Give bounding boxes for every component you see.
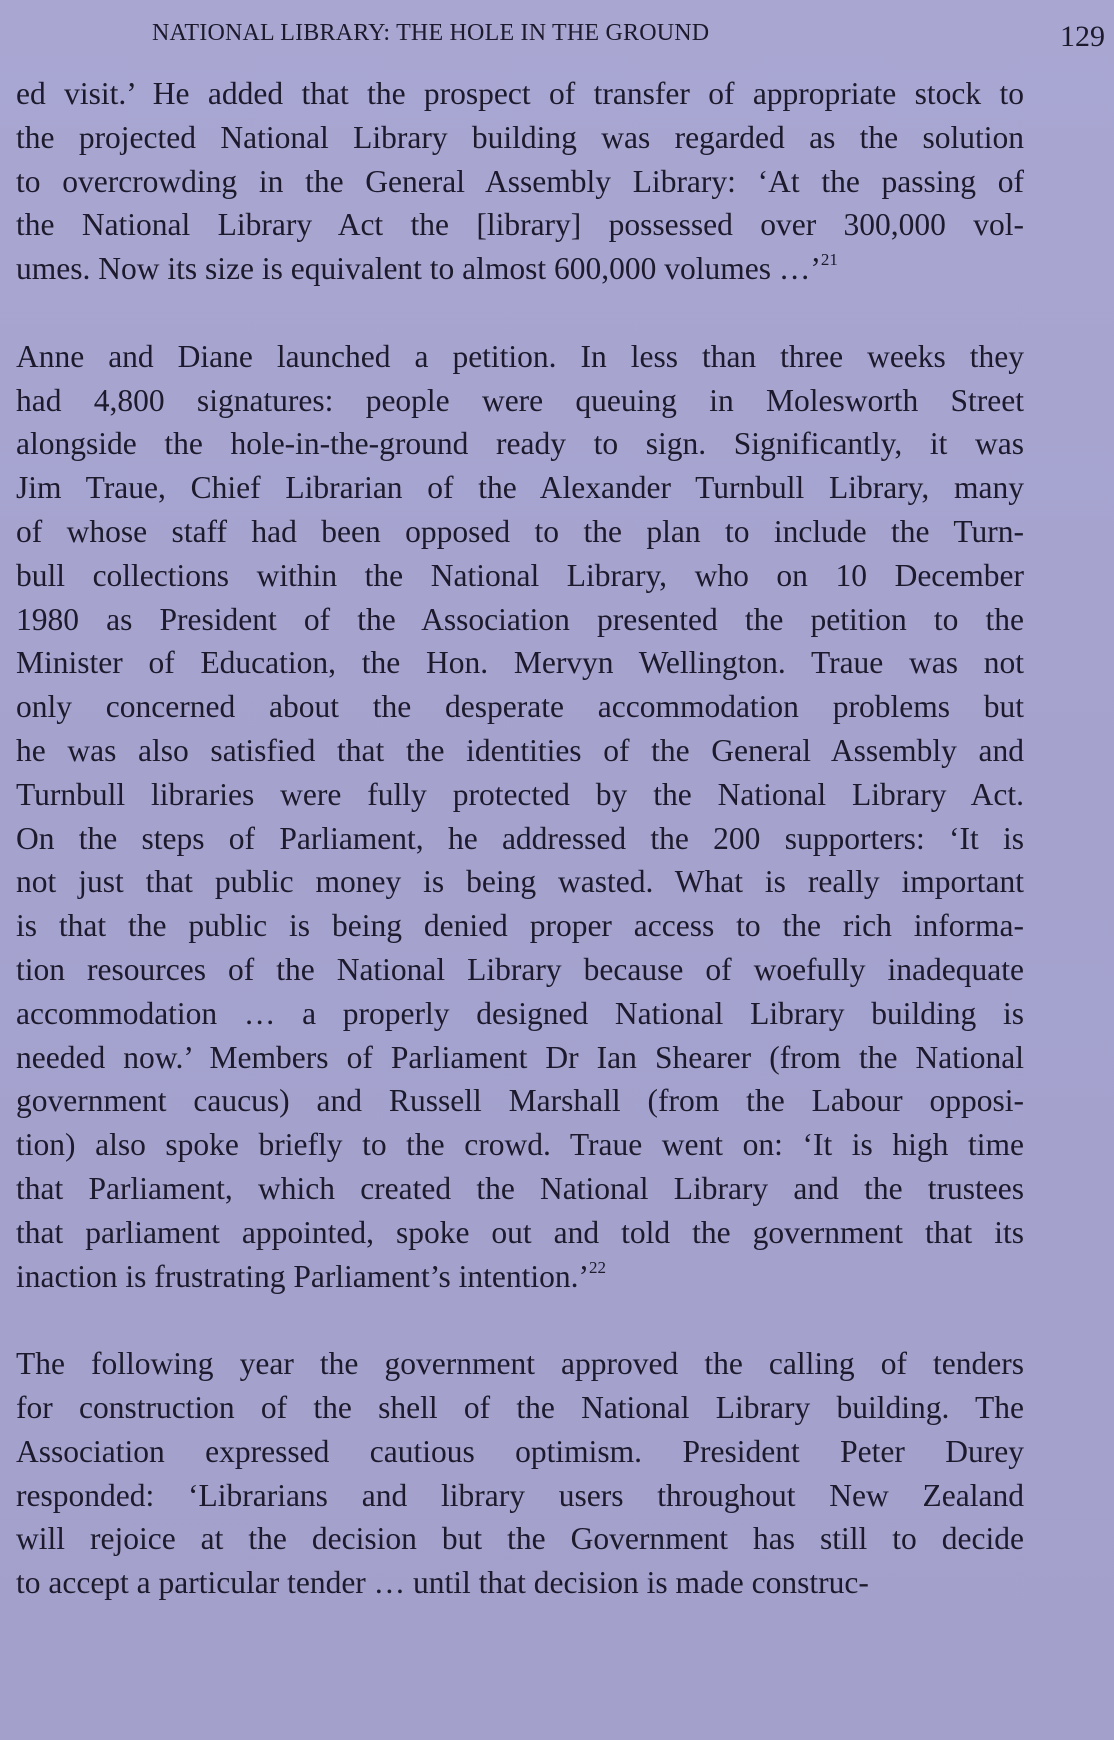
page-number: 129	[1060, 20, 1105, 53]
paragraph	[16, 1342, 1024, 1605]
line-text: to accept a particular tender … until that decision is made construc-	[16, 1565, 869, 1601]
text-line	[16, 729, 1024, 773]
line-text: only concerned about the desperate accommodation problems but	[16, 689, 1024, 725]
text-line	[16, 817, 1024, 861]
line-text: accommodation … a properly designed National Library building is	[16, 995, 1024, 1031]
text-line	[16, 554, 1024, 598]
text-line	[16, 641, 1024, 685]
line-text: that Parliament, which created the National Library and the trustees	[16, 1170, 1024, 1206]
paragraph	[16, 72, 1024, 291]
text-line	[16, 598, 1024, 642]
text-line	[16, 1079, 1024, 1123]
text-line	[16, 1167, 1024, 1211]
line-text: not just that public money is being wasted. What is really important	[16, 864, 1024, 900]
text-line	[16, 773, 1024, 817]
text-line	[16, 1474, 1024, 1518]
text-line	[16, 335, 1024, 379]
text-line	[16, 510, 1024, 554]
line-text: inaction is frustrating Parliament’s intention.’	[16, 1258, 590, 1294]
line-text: Jim Traue, Chief Librarian of the Alexander Turnbull Library, many	[16, 470, 1024, 506]
line-text: responded: ‘Librarians and library users throughout New Zealand	[16, 1477, 1024, 1513]
line-text: The following year the government approved the calling of tenders	[16, 1346, 1024, 1382]
line-text: On the steps of Parliament, he addressed the 200 supporters: ‘It is	[16, 820, 1024, 856]
line-text: alongside the hole-in-the-ground ready to sign. Significantly, it was	[16, 426, 1024, 462]
text-line	[16, 160, 1024, 204]
running-header	[16, 0, 1105, 72]
line-text: the National Library Act the [library] possessed over 300,000 vol-	[16, 207, 1024, 243]
running-header-title: NATIONAL LIBRARY: THE HOLE IN THE GROUND	[152, 20, 710, 46]
text-line	[16, 1561, 1024, 1605]
footnote-marker[interactable]: 22	[589, 1257, 607, 1277]
line-text: the projected National Library building was regarded as the solution	[16, 119, 1024, 155]
line-text: is that the public is being denied proper access to the rich informa-	[16, 908, 1024, 944]
text-line	[16, 466, 1024, 510]
line-text: tion resources of the National Library because of woefully inadequate	[16, 951, 1024, 987]
text-line	[16, 116, 1024, 160]
text-line	[16, 1342, 1024, 1386]
text-line	[16, 379, 1024, 423]
text-line	[16, 1036, 1024, 1080]
text-line	[16, 1123, 1024, 1167]
text-line	[16, 203, 1024, 247]
line-text: to overcrowding in the General Assembly Library: ‘At the passing of	[16, 163, 1024, 199]
text-line	[16, 1211, 1024, 1255]
line-text: that parliament appointed, spoke out and told the government that its	[16, 1214, 1024, 1250]
paragraph	[16, 335, 1024, 1299]
text-line	[16, 904, 1024, 948]
text-line	[16, 1517, 1024, 1561]
text-line	[16, 860, 1024, 904]
footnote-marker[interactable]: 21	[820, 250, 838, 270]
line-text: government caucus) and Russell Marshall (from the Labour opposi-	[16, 1083, 1024, 1119]
text-line	[16, 422, 1024, 466]
line-text: umes. Now its size is equivalent to almost 600,000 volumes …’	[16, 251, 821, 287]
text-line	[16, 948, 1024, 992]
line-text: needed now.’ Members of Parliament Dr Ian Shearer (from the National	[16, 1039, 1024, 1075]
line-text: of whose staff had been opposed to the plan to include the Turn-	[16, 513, 1024, 549]
line-text: had 4,800 signatures: people were queuing in Molesworth Street	[16, 382, 1024, 418]
line-text: for construction of the shell of the National Library building. The	[16, 1389, 1024, 1425]
text-line	[16, 247, 1024, 291]
line-text: Turnbull libraries were fully protected by the National Library Act.	[16, 776, 1024, 812]
text-line	[16, 1255, 1024, 1299]
text-line	[16, 72, 1024, 116]
line-text: Anne and Diane launched a petition. In less than three weeks they	[16, 338, 1024, 374]
text-line	[16, 1430, 1024, 1474]
line-text: bull collections within the National Library, who on 10 December	[16, 557, 1024, 593]
line-text: he was also satisfied that the identities of the General Assembly and	[16, 732, 1024, 768]
text-line	[16, 1386, 1024, 1430]
line-text: 1980 as President of the Association presented the petition to the	[16, 601, 1024, 637]
line-text: will rejoice at the decision but the Government has still to decide	[16, 1521, 1024, 1557]
text-line	[16, 992, 1024, 1036]
line-text: ed visit.’ He added that the prospect of transfer of appropriate stock to	[16, 76, 1024, 111]
body-text	[16, 72, 1024, 1605]
line-text: Minister of Education, the Hon. Mervyn Wellington. Traue was not	[16, 645, 1024, 681]
line-text: tion) also spoke briefly to the crowd. Traue went on: ‘It is high time	[16, 1127, 1024, 1163]
text-line	[16, 685, 1024, 729]
line-text: Association expressed cautious optimism. President Peter Durey	[16, 1433, 1024, 1469]
